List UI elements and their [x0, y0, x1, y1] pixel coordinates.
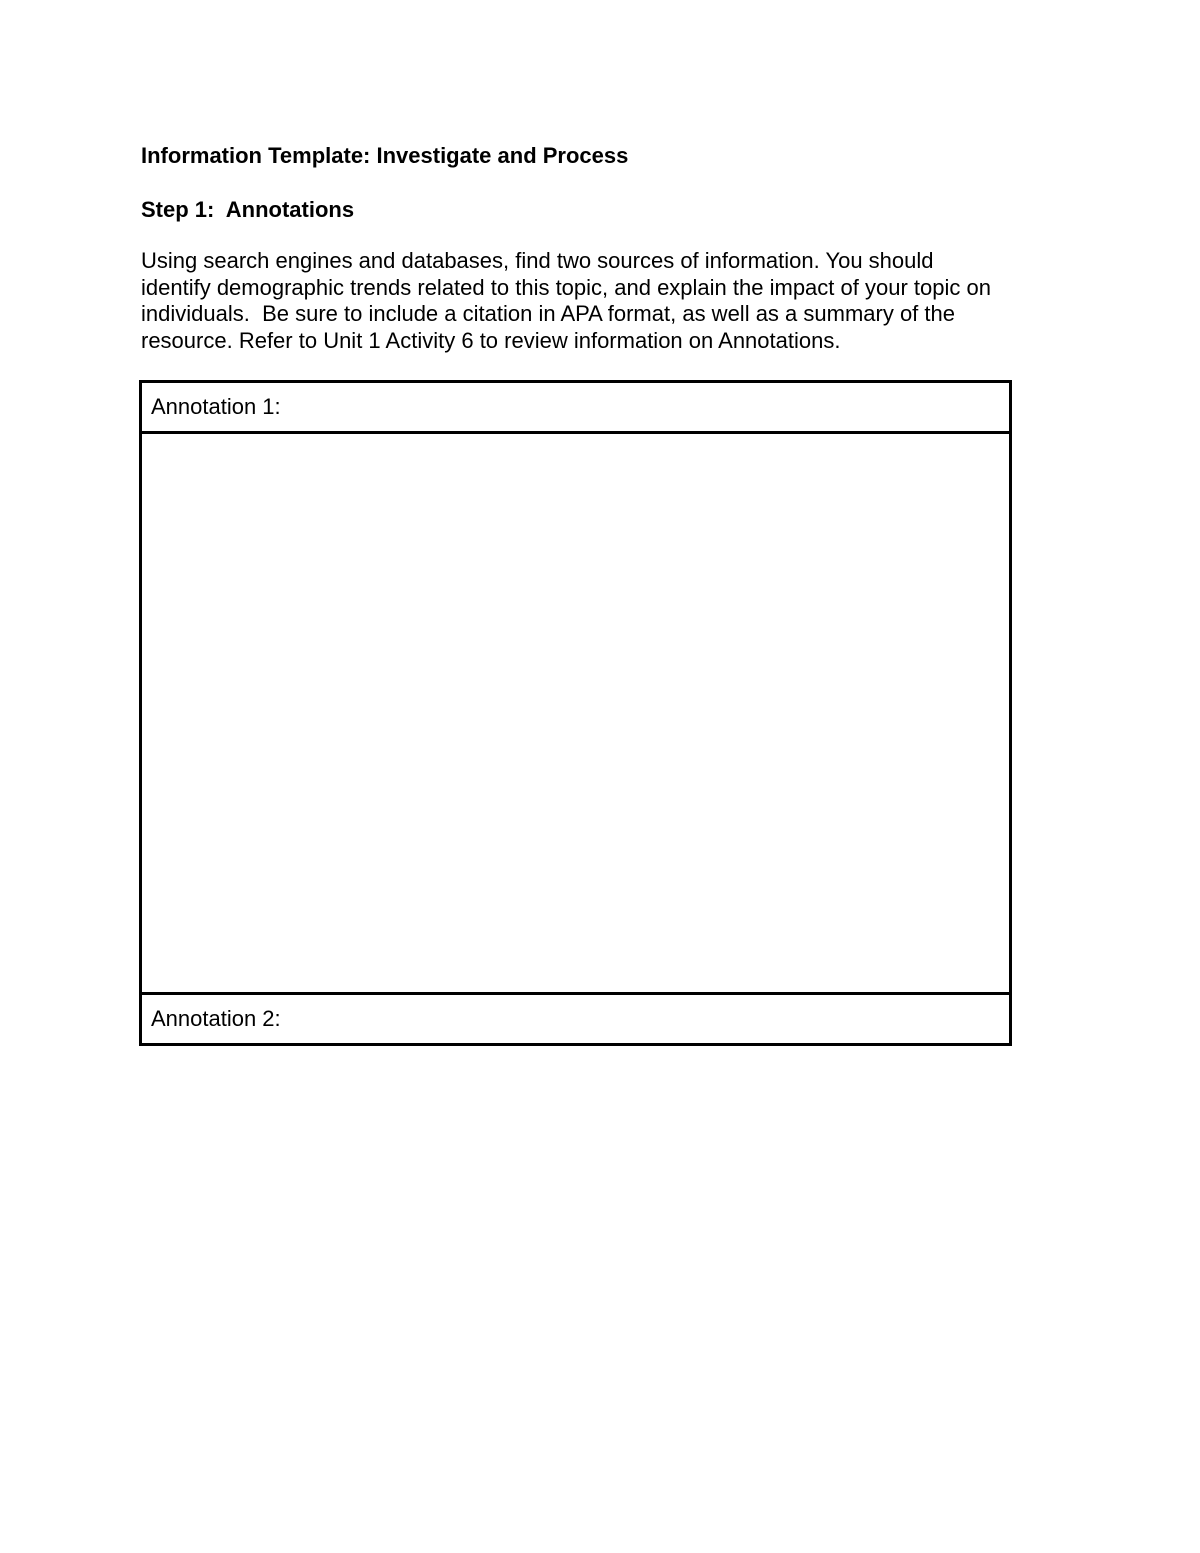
instructions-paragraph	[141, 248, 1081, 355]
instructions-line: Using search engines and databases, find two sources of information. You should	[141, 248, 934, 273]
step-heading: Step 1: Annotations	[141, 197, 355, 222]
annotation-2-row	[141, 994, 1011, 1045]
annotation-1-body-row	[141, 432, 1011, 994]
annotation-table	[139, 380, 1012, 1046]
annotation-2-label: Annotation 2:	[141, 994, 1011, 1045]
instructions-line: individuals. Be sure to include a citation in APA format, as well as a summary of the	[141, 301, 955, 327]
instructions-line: resource. Refer to Unit 1 Activity 6 to review information on Annotations.	[141, 328, 841, 354]
annotation-1-label: Annotation 1:	[141, 382, 1011, 433]
annotation-1-row	[141, 382, 1011, 433]
annotation-1-body-cell[interactable]	[141, 432, 1011, 994]
document-title: Information Template: Investigate and Process	[141, 143, 629, 168]
instructions-line: identify demographic trends related to this topic, and explain the impact of your topic on	[141, 274, 991, 300]
